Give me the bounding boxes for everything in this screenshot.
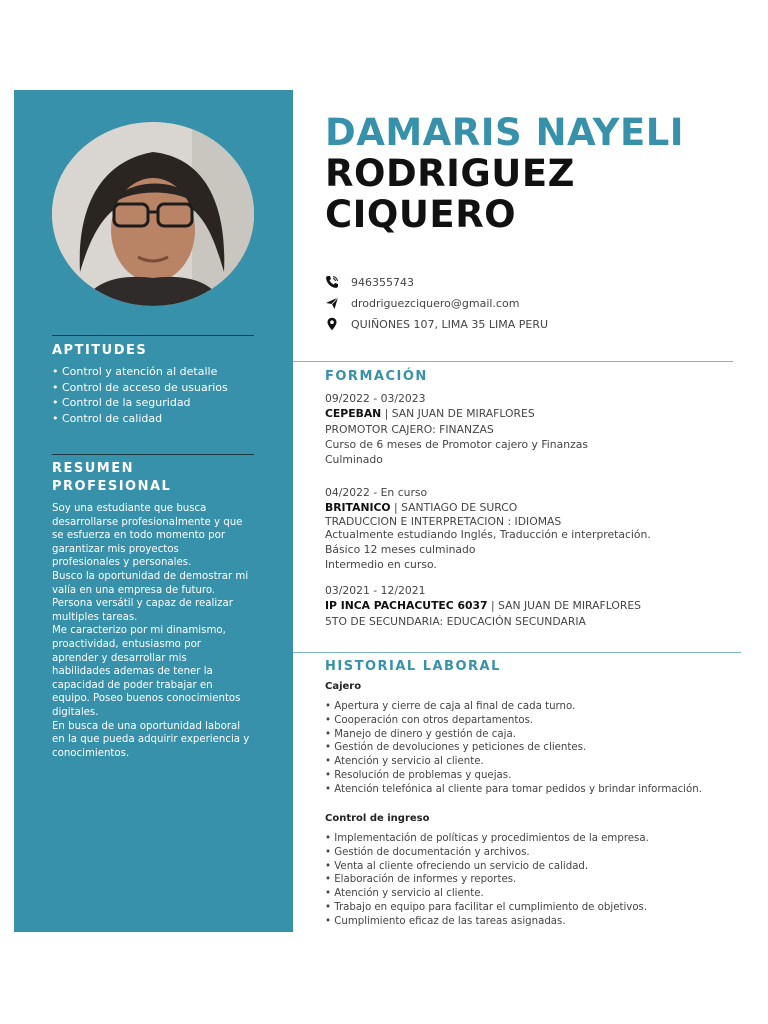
sidebar — [14, 90, 293, 932]
school-name: IP INCA PACHACUTEC 6037 — [325, 599, 488, 613]
resumen-line: proactividad, entusiasmo por — [52, 638, 201, 650]
school-place: | SANTIAGO DE SURCO — [390, 501, 518, 515]
resumen-title — [52, 460, 171, 496]
list-item: • Elaboración de informes y reportes. — [325, 873, 755, 887]
list-item: • Cooperación con otros departamentos. — [325, 714, 755, 728]
list-item: • Atención y servicio al cliente. — [325, 887, 755, 901]
resumen-line: equipo. Poseo buenos conocimientos — [52, 693, 241, 705]
resumen-line: Soy una estudiante que busca — [52, 503, 207, 514]
education-entry — [325, 485, 745, 572]
list-item: • Atención telefónica al cliente para tomar pedidos y brindar información. — [325, 783, 755, 797]
education-institution — [325, 500, 745, 515]
education-line: Curso de 6 meses de Promotor cajero y Finanzas — [325, 437, 588, 451]
resumen-line: conocimientos. — [52, 747, 130, 759]
phone-icon — [325, 275, 339, 289]
resumen-line: profesionales y personales. — [52, 557, 192, 569]
resumen-line: valía en una empresa de futuro. — [52, 584, 216, 596]
paper-plane-icon — [325, 296, 339, 310]
list-item: • Apertura y cierre de caja al final de cada turno. — [325, 700, 755, 714]
profile-photo — [52, 122, 254, 306]
education-institution — [325, 598, 745, 613]
aptitudes-list — [52, 364, 228, 426]
contact-address — [325, 317, 548, 333]
resumen-line: multiples tareas. — [52, 611, 138, 623]
contact-email — [325, 296, 519, 312]
education-dates: 04/2022 - En curso — [325, 486, 428, 499]
list-item: • Venta al cliente ofreciendo un servicio de calidad. — [325, 860, 755, 874]
job-duties-list — [325, 700, 755, 797]
resumen-title-line-2: PROFESIONAL — [52, 479, 172, 494]
resumen-line: habilidades ademas de tener la — [52, 666, 213, 678]
job-title: Cajero — [325, 681, 362, 692]
education-line: TRADUCCION E INTERPRETACION : IDIOMAS — [325, 514, 562, 528]
phone-number: 946355743 — [351, 276, 414, 289]
education-entry — [325, 391, 745, 467]
education-line: Actualmente estudiando Inglés, Traducción e interpretación. — [325, 527, 651, 541]
school-place: | SAN JUAN DE MIRAFLORES — [487, 599, 642, 613]
list-item: • Cumplimiento eficaz de las tareas asignadas. — [325, 915, 755, 929]
resumen-line: se esfuerza en todo momento por — [52, 530, 226, 542]
school-place: | SAN JUAN DE MIRAFLORES — [381, 407, 535, 421]
historial-divider — [293, 652, 741, 653]
resumen-line: en la que pueda adquirir experiencia y — [52, 734, 250, 746]
list-item: • Gestión de devoluciones y peticiones de clientes. — [325, 741, 755, 755]
list-item: • Control y atención al detalle — [52, 364, 228, 380]
education-line: Básico 12 meses culminado — [325, 542, 476, 556]
list-item: • Control de calidad — [52, 411, 228, 427]
list-item: • Implementación de políticas y procedimientos de la empresa. — [325, 832, 755, 846]
email-address: drodriguezciquero@gmail.com — [351, 297, 520, 310]
resumen-divider — [52, 454, 254, 455]
resumen-line: garantizar mis proyectos — [52, 543, 179, 555]
aptitudes-title: APTITUDES — [52, 343, 148, 358]
resumen-line: capacidad de poder trabajar en — [52, 679, 213, 691]
resumen-line: digitales. — [52, 706, 99, 718]
resumen-line: Busco la oportunidad de demostrar mi — [52, 570, 249, 582]
job-title: Control de ingreso — [325, 813, 430, 824]
resumen-text — [52, 502, 262, 760]
page-title — [325, 112, 684, 235]
education-institution — [325, 406, 745, 421]
last-name-2: CIQUERO — [325, 193, 517, 236]
formacion-divider — [293, 361, 733, 362]
school-name: BRITANICO — [325, 501, 391, 515]
last-name-1: RODRIGUEZ — [325, 152, 575, 195]
historial-title: HISTORIAL LABORAL — [325, 659, 501, 674]
list-item: • Resolución de problemas y quejas. — [325, 769, 755, 783]
school-name: CEPEBAN — [325, 407, 382, 421]
contact-phone — [325, 275, 414, 291]
education-entry — [325, 583, 745, 629]
list-item: • Control de acceso de usuarios — [52, 380, 228, 396]
job-duties-list — [325, 832, 755, 929]
resumen-line: Me caracterizo por mi dinamismo, — [52, 625, 226, 637]
list-item: • Trabajo en equipo para facilitar el cumplimiento de objetivos. — [325, 901, 755, 915]
home-address: QUIÑONES 107, LIMA 35 LIMA PERU — [351, 318, 549, 331]
resumen-line: En busca de una oportunidad laboral — [52, 720, 241, 732]
education-line: PROMOTOR CAJERO: FINANZAS — [325, 422, 494, 436]
aptitudes-divider — [52, 335, 254, 336]
education-line: Culminado — [325, 453, 383, 467]
education-dates: 09/2022 - 03/2023 — [325, 392, 426, 405]
list-item: • Manejo de dinero y gestión de caja. — [325, 728, 755, 742]
list-item: • Control de la seguridad — [52, 395, 228, 411]
list-item: • Atención y servicio al cliente. — [325, 755, 755, 769]
education-dates: 03/2021 - 12/2021 — [325, 584, 426, 597]
resumen-title-line-1: RESUMEN — [52, 461, 135, 476]
resumen-line: Persona versátil y capaz de realizar — [52, 598, 233, 610]
formacion-title: FORMACIÓN — [325, 369, 428, 384]
resumen-line: aprender y desarrollar mis — [52, 652, 187, 664]
resumen-line: desarrollarse profesionalmente y que — [52, 516, 243, 528]
avatar — [52, 122, 254, 306]
map-pin-icon — [325, 317, 339, 331]
first-name: DAMARIS NAYELI — [325, 111, 685, 154]
education-line: Intermedio en curso. — [325, 558, 437, 572]
list-item: • Gestión de documentación y archivos. — [325, 846, 755, 860]
education-line: 5TO DE SECUNDARIA: EDUCACIÓN SECUNDARIA — [325, 614, 586, 628]
